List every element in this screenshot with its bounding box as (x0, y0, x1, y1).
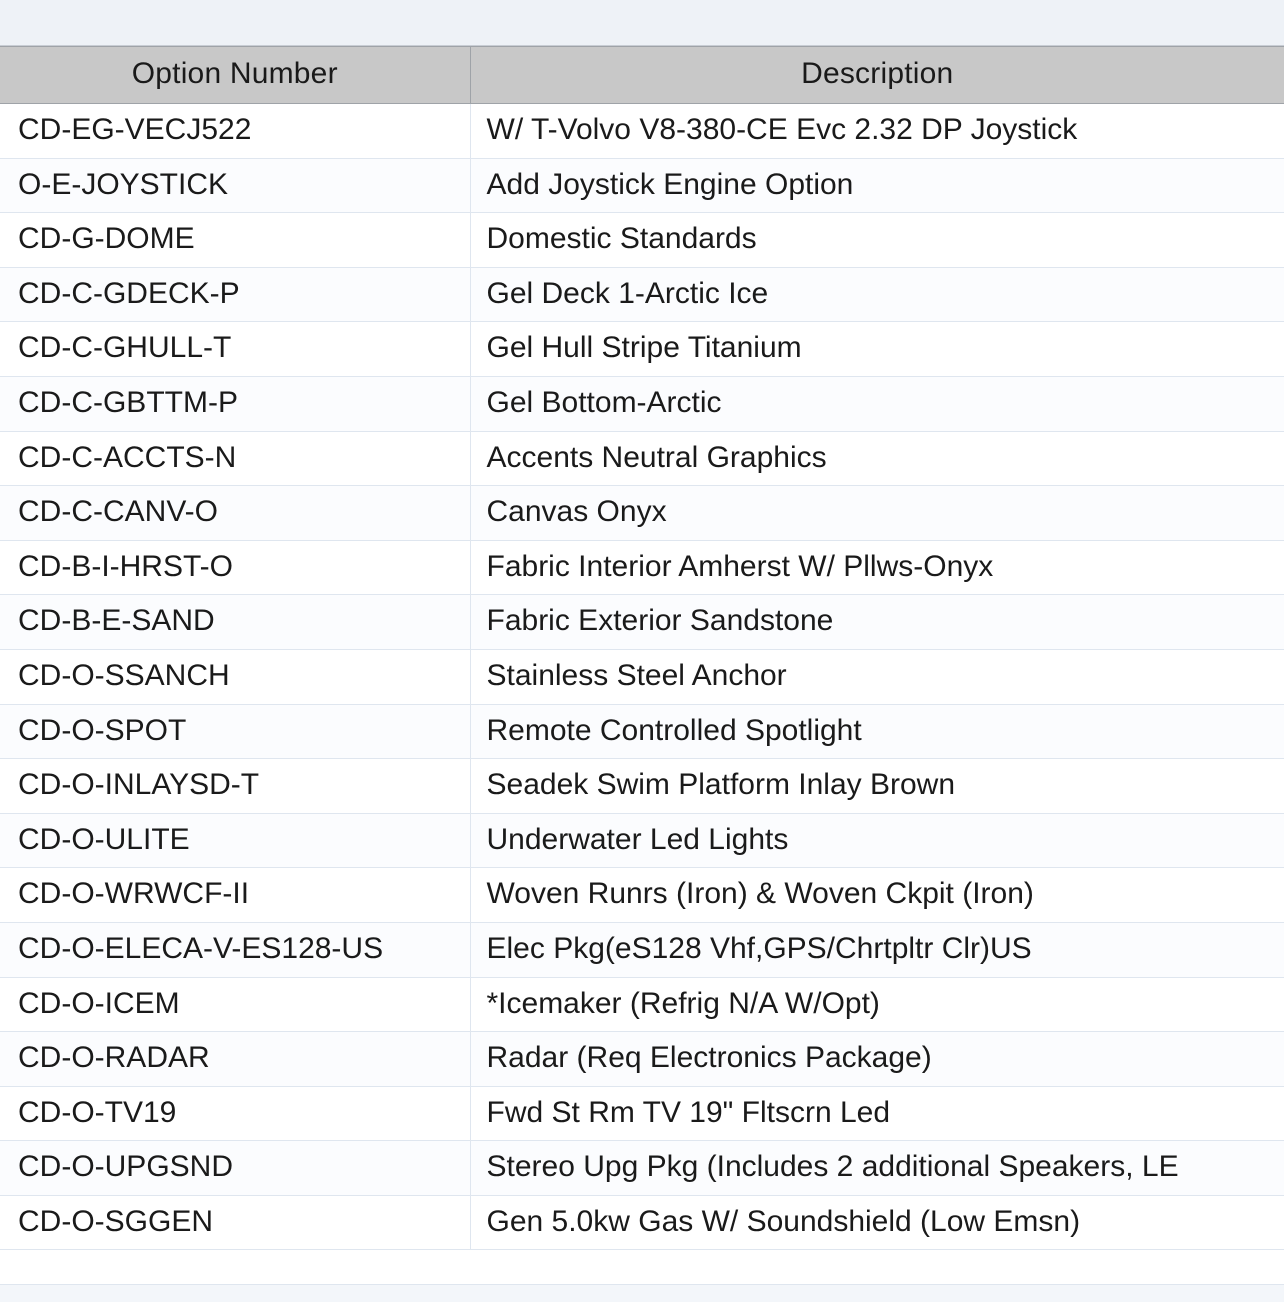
table-body (0, 104, 1284, 1250)
table-row[interactable] (0, 322, 1284, 377)
cell-description: Fabric Exterior Sandstone (470, 595, 1284, 650)
table-row[interactable] (0, 759, 1284, 814)
table-row[interactable] (0, 1141, 1284, 1196)
cell-description: Gel Deck 1-Arctic Ice (470, 267, 1284, 322)
cell-description: Canvas Onyx (470, 486, 1284, 541)
top-spacer-band (0, 0, 1284, 46)
cell-option-number: CD-O-UPGSND (0, 1141, 470, 1196)
cell-description: Stainless Steel Anchor (470, 649, 1284, 704)
cell-description: Woven Runrs (Iron) & Woven Ckpit (Iron) (470, 868, 1284, 923)
cell-option-number: CD-O-ELECA-V-ES128-US (0, 922, 470, 977)
cell-description: Remote Controlled Spotlight (470, 704, 1284, 759)
table-row[interactable] (0, 704, 1284, 759)
table-row[interactable] (0, 540, 1284, 595)
cell-option-number: CD-O-RADAR (0, 1032, 470, 1087)
table-row[interactable] (0, 595, 1284, 650)
column-header-description[interactable]: Description (470, 47, 1284, 104)
cell-description: Stereo Upg Pkg (Includes 2 additional Speakers, LE (470, 1141, 1284, 1196)
cell-option-number: CD-EG-VECJ522 (0, 104, 470, 159)
cell-option-number: CD-C-ACCTS-N (0, 431, 470, 486)
cell-description: Gel Hull Stripe Titanium (470, 322, 1284, 377)
table-row[interactable] (0, 813, 1284, 868)
cell-description: Gen 5.0kw Gas W/ Soundshield (Low Emsn) (470, 1195, 1284, 1250)
table-row[interactable] (0, 1086, 1284, 1141)
cell-option-number: CD-O-INLAYSD-T (0, 759, 470, 814)
cell-description: Elec Pkg(eS128 Vhf,GPS/Chrtpltr Clr)US (470, 922, 1284, 977)
cell-option-number: O-E-JOYSTICK (0, 158, 470, 213)
cell-option-number: CD-O-SPOT (0, 704, 470, 759)
table-header-row (0, 47, 1284, 104)
table-row[interactable] (0, 431, 1284, 486)
cell-option-number: CD-C-GHULL-T (0, 322, 470, 377)
cell-option-number: CD-C-CANV-O (0, 486, 470, 541)
options-table (0, 46, 1284, 1250)
cell-description: Seadek Swim Platform Inlay Brown (470, 759, 1284, 814)
cell-description: Gel Bottom-Arctic (470, 376, 1284, 431)
table-row[interactable] (0, 158, 1284, 213)
cell-option-number: CD-O-SSANCH (0, 649, 470, 704)
cell-option-number: CD-C-GBTTM-P (0, 376, 470, 431)
cell-description: W/ T-Volvo V8-380-CE Evc 2.32 DP Joystick (470, 104, 1284, 159)
cell-description: Radar (Req Electronics Package) (470, 1032, 1284, 1087)
table-row[interactable] (0, 649, 1284, 704)
cell-option-number: CD-O-WRWCF-II (0, 868, 470, 923)
cell-option-number: CD-B-E-SAND (0, 595, 470, 650)
cell-option-number: CD-B-I-HRST-O (0, 540, 470, 595)
cell-description: Fabric Interior Amherst W/ Pllws-Onyx (470, 540, 1284, 595)
cell-option-number: CD-O-SGGEN (0, 1195, 470, 1250)
cell-option-number: CD-G-DOME (0, 213, 470, 268)
cell-description: Add Joystick Engine Option (470, 158, 1284, 213)
cell-description: Domestic Standards (470, 213, 1284, 268)
cell-description: Accents Neutral Graphics (470, 431, 1284, 486)
cell-option-number: CD-C-GDECK-P (0, 267, 470, 322)
table-row[interactable] (0, 213, 1284, 268)
table-row[interactable] (0, 267, 1284, 322)
table-header (0, 47, 1284, 104)
cell-option-number: CD-O-ULITE (0, 813, 470, 868)
table-row[interactable] (0, 1032, 1284, 1087)
cell-description: Underwater Led Lights (470, 813, 1284, 868)
cell-description: Fwd St Rm TV 19" Fltscrn Led (470, 1086, 1284, 1141)
cell-description: *Icemaker (Refrig N/A W/Opt) (470, 977, 1284, 1032)
table-row[interactable] (0, 486, 1284, 541)
cell-option-number: CD-O-ICEM (0, 977, 470, 1032)
bottom-spacer-band (0, 1284, 1284, 1302)
cell-option-number: CD-O-TV19 (0, 1086, 470, 1141)
table-row[interactable] (0, 376, 1284, 431)
column-header-option-number[interactable]: Option Number (0, 47, 470, 104)
table-row[interactable] (0, 104, 1284, 159)
table-row[interactable] (0, 868, 1284, 923)
table-row[interactable] (0, 977, 1284, 1032)
table-row[interactable] (0, 1195, 1284, 1250)
table-row[interactable] (0, 922, 1284, 977)
